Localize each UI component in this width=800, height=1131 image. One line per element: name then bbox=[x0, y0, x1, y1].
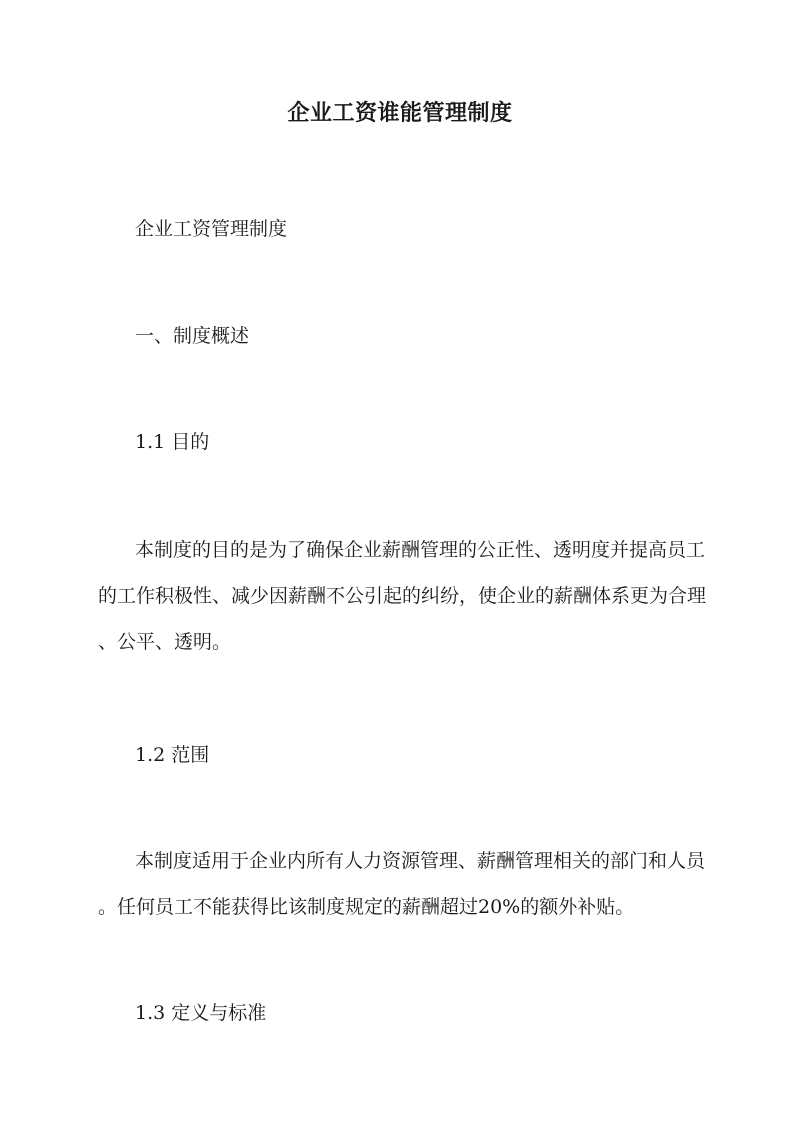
paragraph-line: 本制度的目的是为了确保企业薪酬管理的公正性、透明度并提高员工 bbox=[135, 539, 706, 561]
paragraph-line: 的工作积极性、减少因薪酬不公引起的纠纷，使企业的薪酬体系更为合理 bbox=[98, 585, 707, 607]
document-subtitle: 企业工资管理制度 bbox=[135, 218, 288, 240]
subsection-heading-scope: 1.2 范围 bbox=[135, 744, 210, 766]
section-heading-overview: 一、制度概述 bbox=[135, 325, 250, 347]
document-title: 企业工资谁能管理制度 bbox=[287, 100, 513, 126]
paragraph-line: 。任何员工不能获得比该制度规定的薪酬超过20%的额外补贴。 bbox=[98, 896, 635, 918]
subsection-heading-purpose: 1.1 目的 bbox=[135, 431, 210, 453]
paragraph-scope bbox=[98, 838, 708, 930]
paragraph-line: 本制度适用于企业内所有人力资源管理、薪酬管理相关的部门和人员 bbox=[135, 850, 706, 872]
subsection-heading-definitions: 1.3 定义与标准 bbox=[135, 1002, 267, 1024]
paragraph-purpose bbox=[98, 527, 708, 665]
paragraph-line: 、公平、透明。 bbox=[98, 631, 232, 653]
